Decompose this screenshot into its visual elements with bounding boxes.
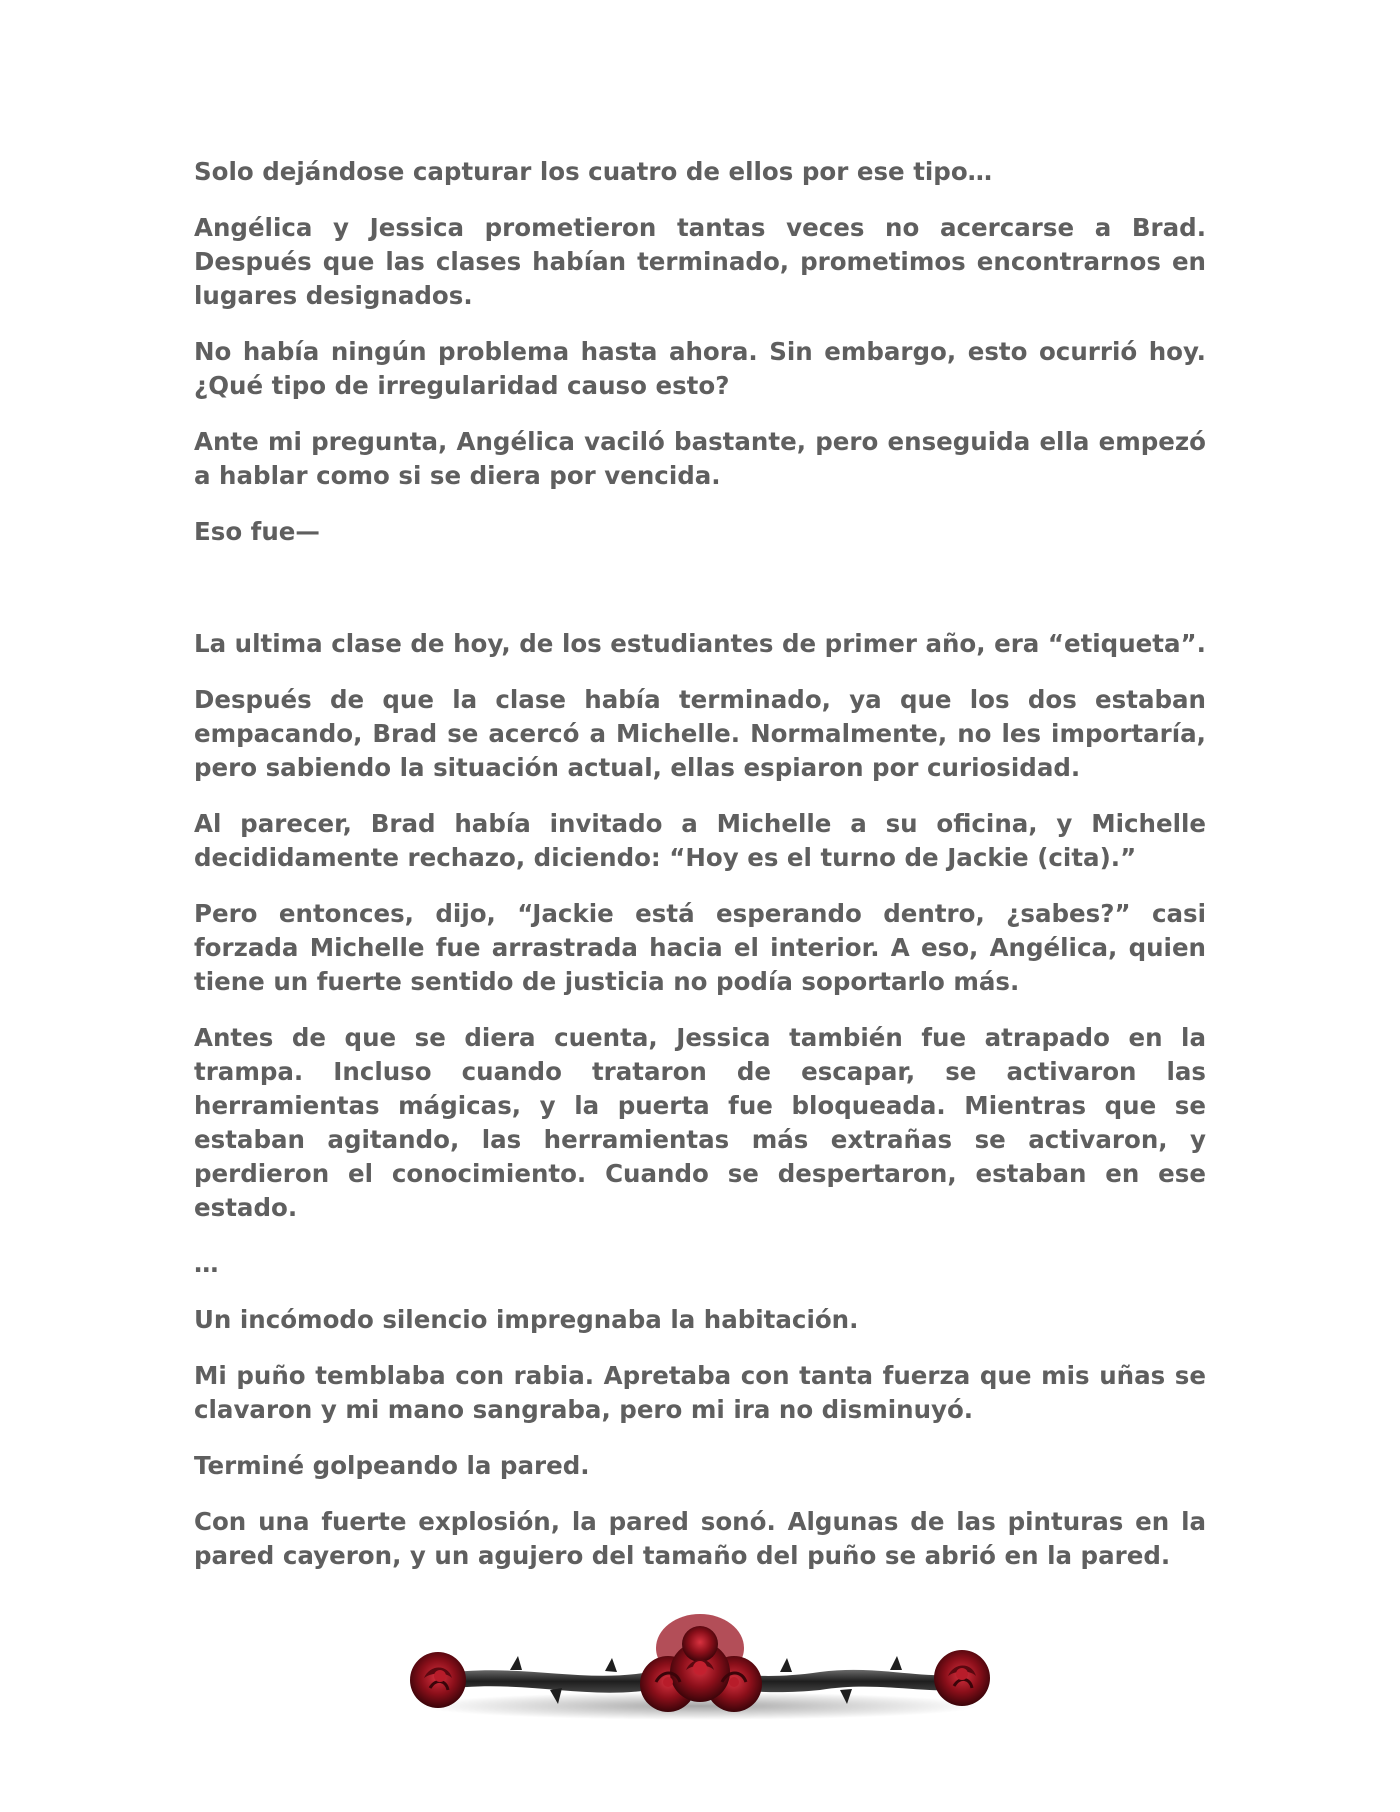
paragraph: Con una fuerte explosión, la pared sonó. Algunas de las pinturas en la pared cayeron, y un agujero del tamaño del puño se abrió en la pared. — [194, 1507, 1206, 1570]
paragraph: Un incómodo silencio impregnaba la habitación. — [194, 1305, 859, 1334]
rose-vine-divider-icon — [400, 1598, 1000, 1738]
paragraph: Angélica y Jessica prometieron tantas veces no acercarse a Brad. Después que las clases habían terminado, prometimos encontrarnos en lugares designados. — [194, 213, 1206, 310]
paragraph: Ante mi pregunta, Angélica vaciló bastante, pero enseguida ella empezó a hablar como si se diera por vencida. — [194, 427, 1206, 490]
paragraph: La ultima clase de hoy, de los estudiantes de primer año, era “etiqueta”. — [194, 629, 1206, 658]
paragraph: … — [194, 1249, 219, 1278]
rose-icon — [934, 1650, 990, 1706]
paragraph: Terminé golpeando la pared. — [194, 1451, 590, 1480]
body-text — [194, 155, 1206, 1595]
paragraph: Antes de que se diera cuenta, Jessica también fue atrapado en la trampa. Incluso cuando trataron de escapar, se activaron las herramientas mágicas, y la puerta fue bloqueada. Mientras que se estaban agitando, las herramientas más extrañas se activaron, y perdieron el conocimiento. Cuando se despertaron, estaban en ese estado. — [194, 1023, 1206, 1222]
paragraph: Al parecer, Brad había invitado a Michelle a su oficina, y Michelle decididamente rechazo, diciendo: “Hoy es el turno de Jackie (cita).” — [194, 809, 1206, 872]
rose-cluster-icon — [640, 1614, 762, 1712]
paragraph: Mi puño temblaba con rabia. Apretaba con tanta fuerza que mis uñas se clavaron y mi mano sangraba, pero mi ira no disminuyó. — [194, 1361, 1206, 1424]
rose-icon — [410, 1652, 466, 1708]
paragraph: No había ningún problema hasta ahora. Sin embargo, esto ocurrió hoy. ¿Qué tipo de irregularidad causo esto? — [194, 337, 1206, 400]
paragraph: Eso fue— — [194, 517, 320, 546]
paragraph: Pero entonces, dijo, “Jackie está esperando dentro, ¿sabes?” casi forzada Michelle fue arrastrada hacia el interior. A eso, Angélica, quien tiene un fuerte sentido de justicia no podía soportarlo más. — [194, 899, 1206, 996]
paragraph: Después de que la clase había terminado, ya que los dos estaban empacando, Brad se acercó a Michelle. Normalmente, no les importaría, pero sabiendo la situación actual, ellas espiaron por curiosidad. — [194, 685, 1206, 782]
paragraph: Solo dejándose capturar los cuatro de ellos por ese tipo… — [194, 157, 993, 186]
